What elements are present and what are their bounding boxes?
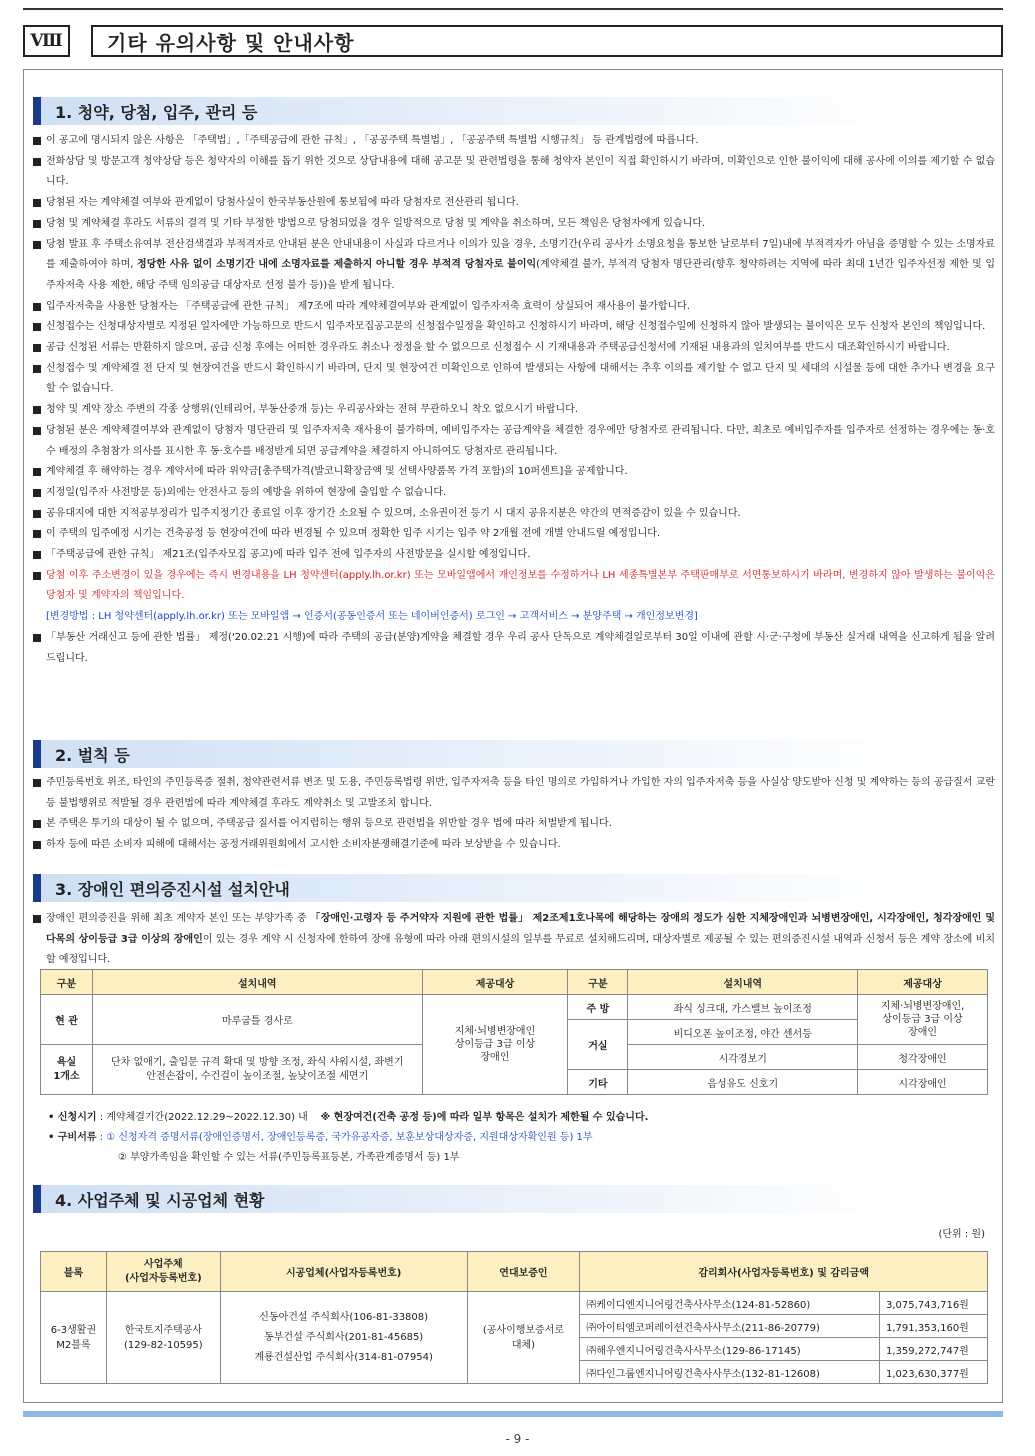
section-1-title: 1. 청약, 당첨, 입주, 관리 등 — [41, 97, 1001, 125]
section-4-title: 4. 사업주체 및 시공업체 현황 — [41, 1185, 1001, 1213]
table-cell: 주 방 — [568, 995, 628, 1020]
table-cell: 기타 — [568, 1070, 628, 1095]
chapter-title: 기타 유의사항 및 안내사항 — [91, 25, 1003, 57]
table-cell: 지체·뇌병변장애인, 상이등급 3급 이상 장애인 — [858, 995, 988, 1045]
chapter-header — [23, 25, 355, 57]
list-item: 신청접수는 신청대상자별로 지정된 일자에만 가능하므로 반드시 입주자모집공고문의 신청접수일정을 확인하고 신청하시기 바라며, 해당 신청접수일에 신청하지 않아 발생되는 불이익은 모두 신청자 본인의 책임입니다. — [33, 317, 995, 338]
chapter-number: Ⅷ — [23, 25, 70, 57]
table-cell: ㈜케이디엔지니어링건축사사무소(124-81-52860) — [580, 1292, 880, 1315]
list-item-emphasis: 「장애인·고령자 등 주거약자 지원에 관한 법률」 제2조제1호나목에 해당하는 장애의 정도가 심한 지체장애인과 뇌병변장애인, 시각장애인, 청각장애인 및 다목의 상이등급 3급 이상의 장애인 — [46, 913, 996, 945]
list-item: 당첨된 분은 계약체결여부와 관계없이 당첨자 명단관리 및 입주자저축 재사용이 불가하며, 예비입주자는 공급계약을 체결한 경우에만 당첨자로 관리됩니다. 다만, 최초로 예비입주자를 입주자로 선정하는 경우에는 동·호수 배정의 추첨참가 의사를 표시한 후 동·호수를 배정받게 되면 공급계약을 체결하지 아니하여도 당첨자로 관리됩니다. — [33, 421, 995, 462]
section-mark — [33, 740, 41, 768]
table-header: 구분 — [41, 970, 93, 995]
table-header: 사업주체 (사업자등록번호) — [106, 1252, 220, 1292]
list-item — [33, 909, 995, 971]
list-item: 본 주택은 투기의 대상이 될 수 없으며, 주택공급 질서를 어지럽히는 행위 등으로 관련법을 위반할 경우 법에 따라 처벌받게 됩니다. — [33, 814, 995, 835]
list-item: 「주택공급에 관한 규칙」 제21조(입주자모집 공고)에 따라 입주 전에 입주자의 사전방문을 실시할 예정입니다. — [33, 545, 995, 566]
section-mark — [33, 874, 41, 902]
table-cell: 1,359,272,747원 — [880, 1338, 988, 1361]
table-cell: ㈜다인그룹엔지니어링건축사사무소(132-81-12608) — [580, 1361, 880, 1384]
change-method-path: [변경방법 : LH 청약센터(apply.lh.or.kr) 또는 모바일앱 → 인증서(공동인증서 또는 네이버인증서) 로그인 → 고객서비스 → 분양주택 → 개인정보변경] — [46, 611, 698, 623]
section-3-header — [33, 874, 1001, 902]
table-header: 제공대상 — [422, 970, 568, 995]
list-item-text: (계약체결 불가, 부적격 당첨자 명단관리(향후 청약하려는 지역에 따라 최대 1년간 입주자선정 제한 및 입주자저축 사용 제한, 해당 주택 임의공급 대상자로 선정 불가 등))을 받게 됩니다. — [46, 259, 995, 291]
list-item: 하자 등에 따른 소비자 피해에 대해서는 공정거래위원회에서 고시한 소비자분쟁해결기준에 따라 보상받을 수 있습니다. — [33, 835, 995, 856]
table-cell: 6-3생활권 M2블록 — [41, 1292, 107, 1384]
table-header: 블록 — [41, 1252, 107, 1292]
apply-period-label: • 신청시기 — [48, 1112, 97, 1123]
section-mark — [33, 1185, 41, 1213]
accessibility-notes — [48, 1108, 648, 1168]
section-2-title: 2. 벌칙 등 — [41, 740, 1001, 768]
section-3-intro — [33, 909, 995, 971]
documents-label: • 구비서류 — [48, 1132, 97, 1143]
list-item: 청약 및 계약 장소 주변의 각종 상행위(인테리어, 부동산중개 등)는 우리공사와는 전혀 무관하오니 착오 없으시기 바랍니다. — [33, 400, 995, 421]
list-item: 전화상담 및 방문고객 청약상담 등은 청약자의 이해를 돕기 위한 것으로 상담내용에 대해 공고문 및 관련법령을 통해 청약자 본인이 직접 확인하시기 바라며, 미확인으로 인한 불이익에 대해 공사에 이의를 제기할 수 없습니다. — [33, 152, 995, 193]
list-item: 지정일(입주자 사전방문 등)외에는 안전사고 등의 예방을 위하여 현장에 출입할 수 없습니다. — [33, 483, 995, 504]
table-cell: ㈜아이티엠코퍼레이션건축사사무소(211-86-20779) — [580, 1315, 880, 1338]
table-cell: 현 관 — [41, 995, 93, 1045]
address-change-notice: 당첨 이후 주소변경이 있을 경우에는 즉시 변경내용을 LH 청약센터(apply.lh.or.kr) 또는 모바일앱에서 개인정보를 수정하거나 LH 세종특별본부 주택판매부로 서면통보하시기 바라며, 변경하지 않아 발생하는 불이익은 당첨자 및 계약자의 책임입니다. — [33, 566, 995, 607]
table-cell: 시각경보기 — [628, 1045, 858, 1070]
page-number: - 9 - — [505, 1432, 530, 1446]
table-header: 감리회사(사업자등록번호) 및 감리금액 — [580, 1252, 988, 1292]
table-cell: 지체·뇌병변장애인 상이등급 3급 이상 장애인 — [422, 995, 568, 1095]
apply-period-row — [48, 1108, 648, 1128]
footer-bar — [23, 1411, 1003, 1417]
list-item: 입주자저축을 사용한 당첨자는 「주택공급에 관한 규칙」 제7조에 따라 계약체결여부와 관계없이 입주자저축 효력이 상실되어 재사용이 불가합니다. — [33, 297, 995, 318]
section-2-list — [33, 773, 995, 856]
accessibility-table — [40, 969, 988, 1095]
table-header: 연대보증인 — [467, 1252, 580, 1292]
documents-item-1: : ① 신청자격 증명서류(장애인증명서, 장애인등록증, 국가유공자증, 보훈보상대상자증, 지원대상자확인원 등) 1부 — [99, 1132, 593, 1143]
list-item: 당첨 및 계약체결 후라도 서류의 결격 및 기타 부정한 방법으로 당첨되었을 경우 일방적으로 당첨 및 계약을 취소하며, 모든 책임은 당첨자에게 있습니다. — [33, 214, 995, 235]
table-cell: 3,075,743,716원 — [880, 1292, 988, 1315]
unit-label: (단위 : 원) — [938, 1229, 985, 1240]
table-cell: 1,023,630,377원 — [880, 1361, 988, 1384]
section-2-header — [33, 740, 1001, 768]
section-1-header — [33, 97, 1001, 125]
section-1-list — [33, 131, 995, 669]
apply-period-value: : 계약체결기간(2022.12.29~2022.12.30) 내 — [99, 1112, 308, 1123]
contractor-table — [40, 1251, 988, 1384]
list-item-text: 이 있는 경우 계약 시 신청자에 한하여 장애 유형에 따라 아래 편의시설의 일부를 무료로 설치해드리며, 대상자별로 제공될 수 있는 편의증진시설 내역과 신청서 등은 계약 장소에 비치할 예정입니다. — [46, 933, 996, 966]
list-item: 「부동산 거래신고 등에 관한 법률」 제정('20.02.21 시행)에 따라 주택의 공급(분양)계약을 체결할 경우 우리 공사 단독으로 계약체결일로부터 30일 이내에 관할 시·군·구청에 부동산 실거래 내역을 신고하게 됨을 알려드립니다. — [33, 628, 995, 669]
section-3-title: 3. 장애인 편의증진시설 설치안내 — [41, 874, 1001, 902]
list-item: 이 주택의 입주예정 시기는 건축공정 등 현장여건에 따라 변경될 수 있으며 정확한 입주 시기는 입주 약 2개월 전에 개별 안내드릴 예정입니다. — [33, 524, 995, 545]
list-item — [33, 235, 995, 297]
apply-warning: ※ 현장여건(건축 공정 등)에 따라 일부 항목은 설치가 제한될 수 있습니다. — [320, 1112, 649, 1123]
list-item: 당첨된 자는 계약체결 여부와 관계없이 당첨사실이 한국부동산원에 통보됨에 따라 당첨자로 전산관리 됩니다. — [33, 193, 995, 214]
list-item-emphasis: 정당한 사유 없이 소명기간 내에 소명자료를 제출하지 아니할 경우 부적격 당첨자로 불이익 — [136, 259, 537, 271]
list-item: 공유대지에 대한 지적공부정리가 입주지정기간 종료일 이후 장기간 소요될 수 있으며, 소유권이전 등기 시 대지 공유지분은 약간의 면적증감이 있을 수 있습니다. — [33, 504, 995, 525]
table-cell: 단차 없애기, 출입문 규격 확대 및 방향 조정, 좌식 샤워시설, 좌변기 안전손잡이, 수건걸이 높이조절, 높낮이조절 세면기 — [92, 1045, 422, 1095]
list-item: 계약체결 후 해약하는 경우 계약서에 따라 위약금[총주택가격(발코니확장금액 및 선택사양품목 가격 포함)의 10퍼센트]을 공제합니다. — [33, 462, 995, 483]
table-cell: ㈜해우엔지니어링건축사사무소(129-86-17145) — [580, 1338, 880, 1361]
table-cell: 청각장애인 — [858, 1045, 988, 1070]
documents-row-2 — [48, 1148, 648, 1168]
table-cell: 비디오폰 높이조정, 야간 센서등 — [628, 1020, 858, 1045]
list-item: 이 공고에 명시되지 않은 사항은 「주택법」,「주택공급에 관한 규칙」, 「공공주택 특별법」, 「공공주택 특별법 시행규칙」 등 관계법령에 따릅니다. — [33, 131, 995, 152]
table-cell: 신동아건설 주식회사(106-81-33808) 동부건설 주식회사(201-81-45685) 계룡건설산업 주식회사(314-81-07954) — [220, 1292, 467, 1384]
documents-item-2: ② 부양가족임을 확인할 수 있는 서류(주민등록표등본, 가족관계증명서 등) 1부 — [118, 1152, 460, 1163]
documents-row — [48, 1128, 648, 1148]
table-cell: 욕실 1개소 — [41, 1045, 93, 1095]
list-item: 공급 신청된 서류는 반환하지 않으며, 공급 신청 후에는 어떠한 경우라도 취소나 정정을 할 수 없으므로 신청접수 시 기재내용과 주택공급신청서에 기재된 내용과의 일치여부를 반드시 대조확인하시기 바랍니다. — [33, 338, 995, 359]
list-item-text: 당첨 발표 후 주택소유여부 전산검색결과 부적격자로 안내된 분은 안내내용이 사실과 다르거나 이의가 있을 경우, 소명기간(우리 공사가 소명요청을 통보한 날로부터 7일)내에 부적격자가 아님을 증명할 수 있는 소명자료를 제출하여야 하며, — [46, 238, 995, 271]
table-cell: 좌식 싱크대, 가스밸브 높이조정 — [628, 995, 858, 1020]
table-cell: 음성유도 신호기 — [628, 1070, 858, 1095]
list-item-text: 장애인 편의증진을 위해 최초 계약자 본인 또는 부양가족 중 — [46, 913, 311, 924]
list-item: 주민등록번호 위조, 타인의 주민등록증 절취, 청약관련서류 변조 및 도용, 주민등록법령 위반, 입주자저축 등을 타인 명의로 가입하거나 가입한 자의 입주자저축 등을 사실상 양도받아 신청 및 계약하는 등의 공급질서 교란 등 불법행위로 적발될 경우 관련법에 따라 계약체결 후라도 계약취소 및 고발조치 합니다. — [33, 773, 995, 814]
table-header: 제공대상 — [858, 970, 988, 995]
table-cell: 1,791,353,160원 — [880, 1315, 988, 1338]
table-cell: (공사이행보증서로 대체) — [467, 1292, 580, 1384]
table-header: 설치내역 — [92, 970, 422, 995]
table-cell: 마루굽틀 경사로 — [92, 995, 422, 1045]
section-4-header — [33, 1185, 1001, 1213]
table-header: 시공업체(사업자등록번호) — [220, 1252, 467, 1292]
table-header: 설치내역 — [628, 970, 858, 995]
table-cell: 한국토지주택공사 (129-82-10595) — [106, 1292, 220, 1384]
table-cell: 거실 — [568, 1020, 628, 1070]
table-cell: 시각장애인 — [858, 1070, 988, 1095]
top-rule — [23, 8, 1003, 10]
section-mark — [33, 97, 41, 125]
list-item: 신청접수 및 계약체결 전 단지 및 현장여건을 반드시 확인하시기 바라며, 단지 및 현장여건 미확인으로 인하여 발생되는 사항에 대해서는 추후 이의를 제기할 수 없고 단지 및 세대의 시설물 등에 대한 추가나 변경을 요구할 수 없습니다. — [33, 359, 995, 400]
table-header: 구분 — [568, 970, 628, 995]
